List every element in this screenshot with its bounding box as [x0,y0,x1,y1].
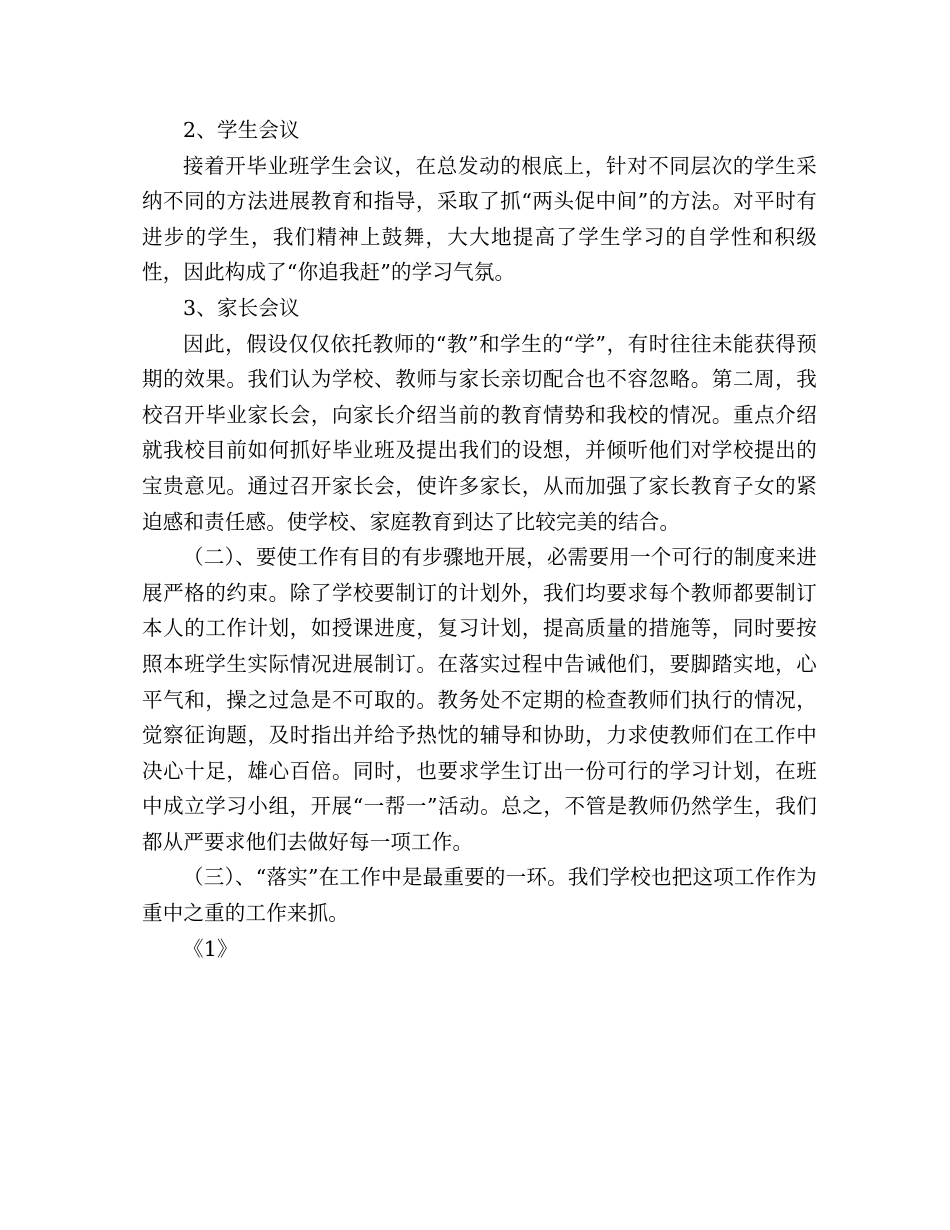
paragraph-section-two: （二）、要使工作有目的有步骤地开展，必需要用一个可行的制度来进展严格的约束。除了学校要制订的计划外，我们均要求每个教师都要制订本人的工作计划，如授课进度，复习计划，提高质量的措施等，同时要按照本班学生实际情况进展制订。在落实过程中告诫他们，要脚踏实地，心平气和，操之过急是不可取的。教务处不定期的检查教师们执行的情况，觉察征询题，及时指出并给予热忱的辅导和协助，力求使教师们在工作中决心十足，雄心百倍。同时，也要求学生订出一份可行的学习计划，在班中成立学习小组，开展“一帮一”活动。总之，不管是教师仍然学生，我们都从严要求他们去做好每一项工作。 [142,545,817,854]
subheading-student-meeting: 2、学生会议 [183,118,300,142]
paragraph-section-three: （三）、“落实”在工作中是最重要的一环。我们学校也把这项工作作为重中之重的工作来抓。 [142,865,817,926]
paragraph-parent-meeting: 因此，假设仅仅依托教师的“教”和学生的“学”，有时往往未能获得预期的效果。我们认为学校、教师与家长亲切配合也不容忽略。第二周，我校召开毕业家长会，向家长介绍当前的教育情势和我校的情况。重点介绍就我校目前如何抓好毕业班及提出我们的设想，并倾听他们对学校提出的宝贵意见。通过召开家长会，使许多家长，从而加强了家长教育子女的紧迫感和责任感。使学校、家庭教育到达了比较完美的结合。 [142,331,817,534]
list-marker-one: 《1》 [183,936,238,961]
document-body [142,113,817,967]
paragraph-student-meeting: 接着开毕业班学生会议，在总发动的根底上，针对不同层次的学生采纳不同的方法进展教育和指导，采取了抓“两头促中间”的方法。对平时有进步的学生，我们精神上鼓舞，大大地提高了学生学习的自学性和积级性，因此构成了“你追我赶”的学习气氛。 [142,153,817,285]
subheading-parent-meeting: 3、家长会议 [183,295,300,320]
